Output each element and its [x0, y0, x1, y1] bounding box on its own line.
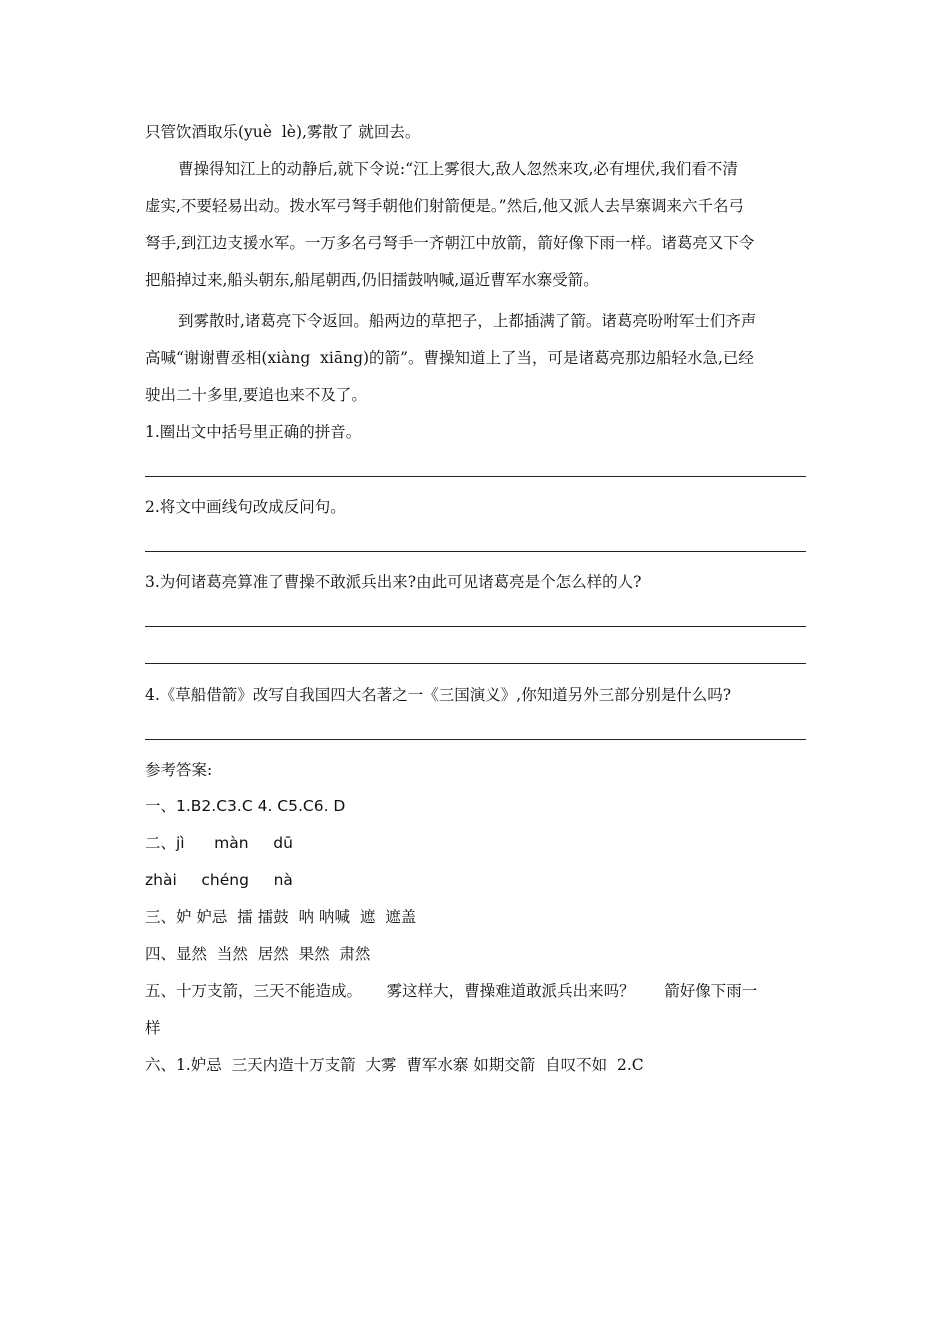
passage-line: 曹操得知江上的动静后,就下令说:“江上雾很大,敌人忽然来攻,必有埋伏,我们看不清: [178, 160, 738, 178]
answer-item: zhài chéng nà: [145, 871, 293, 889]
answer-line[interactable]: [145, 739, 806, 740]
answer-line[interactable]: [145, 626, 806, 627]
passage-line: 弩手,到江边支援水军。一万多名弓弩手一齐朝江中放箭，箭好像下雨一样。诸葛亮又下令: [145, 234, 755, 252]
answer-item: 四、显然 当然 居然 果然 肃然: [145, 945, 371, 963]
passage-line: 虚实,不要轻易出动。拨水军弓弩手朝他们射箭便是。”然后,他又派人去旱寨调来六千名弓: [145, 197, 745, 215]
question-2: 2.将文中画线句改成反问句。: [145, 498, 346, 516]
answer-item: 六、1.妒忌 三天内造十万支箭 大雾 曹军水寨 如期交箭 自叹不如 2.C: [145, 1056, 644, 1074]
answer-line[interactable]: [145, 476, 806, 477]
answer-item: 样: [145, 1019, 161, 1037]
answer-item: 三、妒 妒忌 擂 擂鼓 呐 呐喊 遮 遮盖: [145, 908, 417, 926]
answers-heading: 参考答案:: [145, 761, 213, 779]
question-4: 4.《草船借箭》改写自我国四大名著之一《三国演义》,你知道另外三部分别是什么吗?: [145, 686, 732, 704]
question-1: 1.圈出文中括号里正确的拼音。: [145, 423, 362, 441]
answer-item: 一、1.B2.C3.C 4. C5.C6. D: [145, 797, 346, 815]
answer-line[interactable]: [145, 663, 806, 664]
passage-line: 驶出二十多里,要追也来不及了。: [145, 386, 367, 404]
passage-line: 把船掉过来,船头朝东,船尾朝西,仍旧擂鼓呐喊,逼近曹军水寨受箭。: [145, 271, 599, 289]
passage-line: 只管饮酒取乐(yuè lè),雾散了 就回去。: [145, 123, 421, 141]
passage-line: 到雾散时,诸葛亮下令返回。船两边的草把子，上都插满了箭。诸葛亮吩咐军士们齐声: [178, 312, 757, 330]
passage-line: 高喊“谢谢曹丞相(xiàng xiāng)的箭”。曹操知道上了当，可是诸葛亮那边船轻水急,已经: [145, 349, 754, 367]
answer-item: 五、十万支箭，三天不能造成。 雾这样大，曹操难道敢派兵出来吗？ 箭好像下雨一: [145, 982, 758, 1000]
answer-item: 二、jì màn dū: [145, 834, 293, 852]
question-3: 3.为何诸葛亮算准了曹操不敢派兵出来?由此可见诸葛亮是个怎么样的人?: [145, 573, 642, 591]
answer-line[interactable]: [145, 551, 806, 552]
